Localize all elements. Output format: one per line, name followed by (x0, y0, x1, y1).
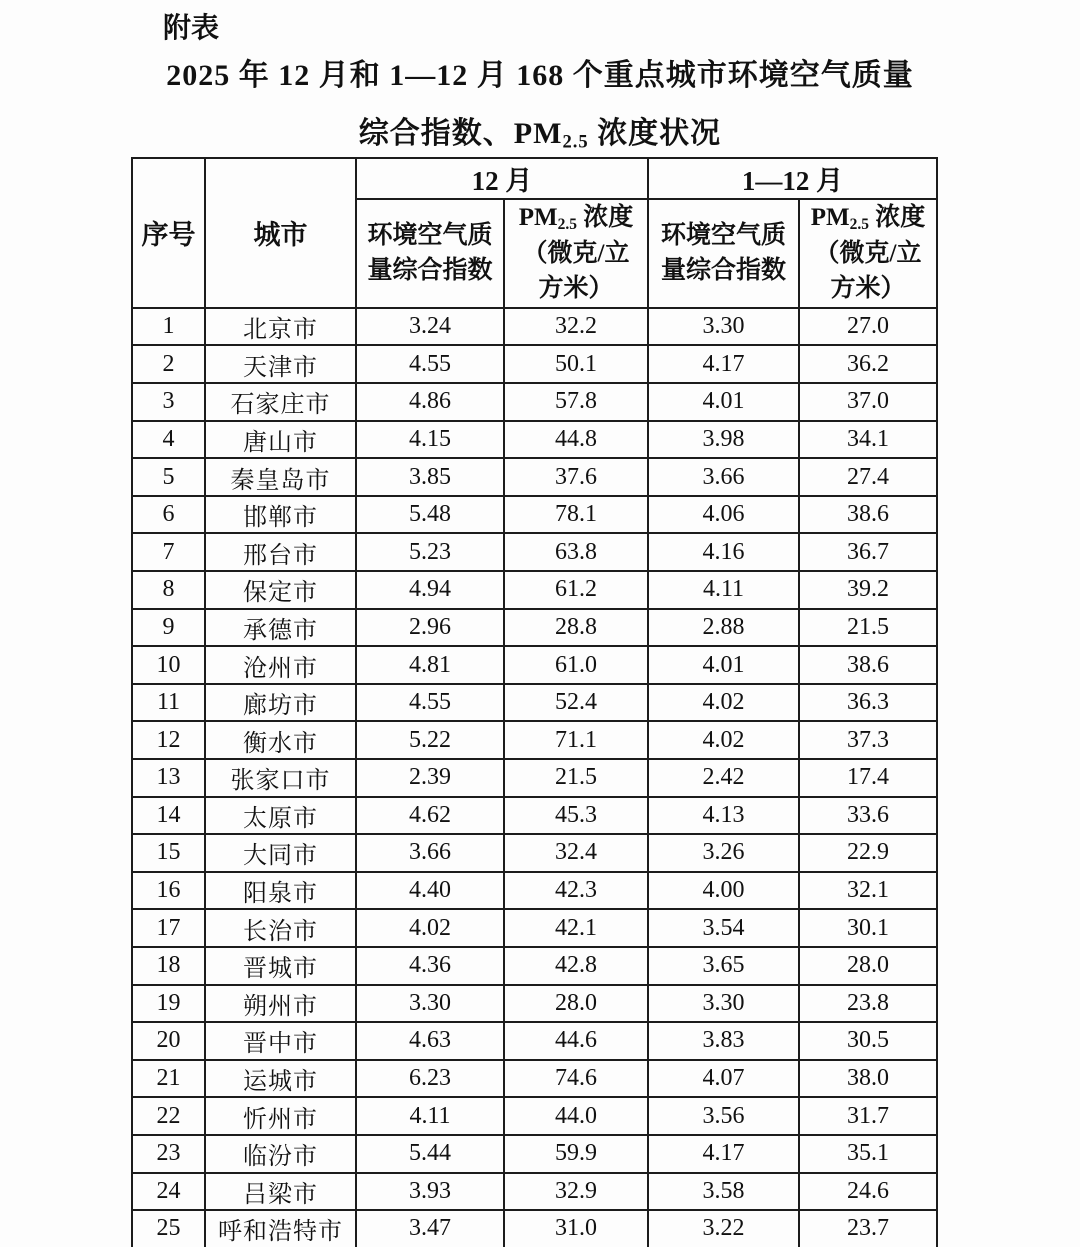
pm-suffix: 浓度 (868, 204, 926, 231)
cell-year-composite-index: 3.22 (648, 1210, 799, 1247)
cell-index: 9 (132, 609, 205, 647)
cell-dec-composite-index: 6.23 (356, 1060, 504, 1098)
cell-year-composite-index: 4.02 (648, 684, 799, 722)
cell-city: 石家庄市 (205, 383, 356, 421)
cell-year-pm25: 38.6 (799, 496, 937, 534)
cell-dec-pm25: 74.6 (504, 1060, 648, 1098)
cell-year-composite-index: 4.02 (648, 721, 799, 759)
table-row (132, 909, 937, 947)
cell-dec-pm25: 42.1 (504, 909, 648, 947)
header-index-line1: 环境空气质 (660, 221, 786, 249)
header-year-composite-index (648, 199, 799, 308)
table-row (132, 1022, 937, 1060)
cell-index: 24 (132, 1173, 205, 1211)
cell-year-pm25: 38.0 (799, 1060, 937, 1098)
cell-year-composite-index: 3.30 (648, 985, 799, 1023)
table-row (132, 1097, 937, 1135)
cell-city: 邯郸市 (205, 496, 356, 534)
pm25-subscript: 2.5 (849, 215, 869, 233)
cell-dec-composite-index: 4.86 (356, 383, 504, 421)
cell-dec-pm25: 61.0 (504, 646, 648, 684)
cell-year-composite-index: 3.58 (648, 1173, 799, 1211)
cell-city: 晋中市 (205, 1022, 356, 1060)
cell-year-pm25: 23.7 (799, 1210, 937, 1247)
table-row (132, 721, 937, 759)
cell-city: 北京市 (205, 308, 356, 346)
cell-city: 运城市 (205, 1060, 356, 1098)
cell-city: 廊坊市 (205, 684, 356, 722)
table-row (132, 609, 937, 647)
cell-city: 晋城市 (205, 947, 356, 985)
cell-dec-composite-index: 5.48 (356, 496, 504, 534)
cell-year-pm25: 36.2 (799, 345, 937, 383)
cell-dec-composite-index: 4.63 (356, 1022, 504, 1060)
cell-year-composite-index: 3.26 (648, 834, 799, 872)
table-row (132, 458, 937, 496)
cell-year-composite-index: 4.07 (648, 1060, 799, 1098)
cell-city: 张家口市 (205, 759, 356, 797)
cell-year-composite-index: 4.17 (648, 1135, 799, 1173)
cell-index: 13 (132, 759, 205, 797)
cell-year-composite-index: 4.06 (648, 496, 799, 534)
header-index-line2: 量综合指数 (660, 257, 786, 285)
cell-year-composite-index: 4.01 (648, 646, 799, 684)
header-index-line1: 环境空气质 (367, 221, 493, 249)
cell-dec-pm25: 52.4 (504, 684, 648, 722)
cell-city: 秦皇岛市 (205, 458, 356, 496)
cell-index: 19 (132, 985, 205, 1023)
cell-dec-pm25: 42.8 (504, 947, 648, 985)
table-row (132, 1210, 937, 1247)
header-index-line2: 量综合指数 (367, 257, 493, 285)
cell-year-composite-index: 4.13 (648, 797, 799, 835)
cell-year-composite-index: 4.11 (648, 571, 799, 609)
cell-index: 1 (132, 308, 205, 346)
table-row (132, 345, 937, 383)
cell-index: 22 (132, 1097, 205, 1135)
cell-year-pm25: 27.0 (799, 308, 937, 346)
cell-dec-composite-index: 3.93 (356, 1173, 504, 1211)
cell-dec-composite-index: 2.39 (356, 759, 504, 797)
pm-suffix: 浓度 (576, 204, 634, 231)
air-quality-table (131, 157, 938, 1247)
cell-dec-pm25: 44.0 (504, 1097, 648, 1135)
cell-dec-pm25: 28.8 (504, 609, 648, 647)
cell-year-pm25: 21.5 (799, 609, 937, 647)
header-pm25-line3: 方米） (830, 275, 906, 303)
cell-index: 7 (132, 533, 205, 571)
table-row (132, 421, 937, 459)
cell-year-pm25: 22.9 (799, 834, 937, 872)
cell-dec-pm25: 21.5 (504, 759, 648, 797)
cell-city: 邢台市 (205, 533, 356, 571)
cell-dec-composite-index: 4.15 (356, 421, 504, 459)
cell-year-composite-index: 3.66 (648, 458, 799, 496)
table-row (132, 1060, 937, 1098)
cell-dec-composite-index: 4.62 (356, 797, 504, 835)
cell-year-composite-index: 3.56 (648, 1097, 799, 1135)
cell-dec-composite-index: 4.81 (356, 646, 504, 684)
cell-city: 天津市 (205, 345, 356, 383)
cell-dec-pm25: 32.4 (504, 834, 648, 872)
header-city: 城市 (205, 158, 356, 308)
cell-index: 3 (132, 383, 205, 421)
cell-index: 14 (132, 797, 205, 835)
table-row (132, 571, 937, 609)
header-group-december: 12 月 (356, 158, 648, 199)
cell-year-pm25: 36.7 (799, 533, 937, 571)
table-row (132, 533, 937, 571)
cell-dec-composite-index: 4.55 (356, 684, 504, 722)
title-line2-suffix: 浓度状况 (588, 117, 722, 150)
cell-index: 4 (132, 421, 205, 459)
table-row (132, 759, 937, 797)
cell-year-pm25: 36.3 (799, 684, 937, 722)
cell-index: 8 (132, 571, 205, 609)
cell-year-pm25: 33.6 (799, 797, 937, 835)
cell-year-pm25: 37.0 (799, 383, 937, 421)
cell-dec-composite-index: 4.11 (356, 1097, 504, 1135)
cell-index: 15 (132, 834, 205, 872)
table-row (132, 872, 937, 910)
cell-year-composite-index: 3.54 (648, 909, 799, 947)
cell-index: 17 (132, 909, 205, 947)
pm-prefix: PM (518, 204, 558, 231)
cell-index: 16 (132, 872, 205, 910)
header-group-jan-dec: 1—12 月 (648, 158, 937, 199)
cell-year-composite-index: 3.65 (648, 947, 799, 985)
cell-year-composite-index: 3.83 (648, 1022, 799, 1060)
cell-year-composite-index: 4.01 (648, 383, 799, 421)
cell-year-pm25: 24.6 (799, 1173, 937, 1211)
cell-dec-composite-index: 3.30 (356, 985, 504, 1023)
cell-dec-pm25: 50.1 (504, 345, 648, 383)
title-pm25-subscript: 2.5 (562, 131, 589, 153)
cell-index: 11 (132, 684, 205, 722)
table-row (132, 947, 937, 985)
table-row (132, 1135, 937, 1173)
cell-year-pm25: 32.1 (799, 872, 937, 910)
cell-city: 承德市 (205, 609, 356, 647)
cell-index: 10 (132, 646, 205, 684)
cell-index: 21 (132, 1060, 205, 1098)
cell-index: 2 (132, 345, 205, 383)
cell-dec-pm25: 32.9 (504, 1173, 648, 1211)
cell-dec-pm25: 28.0 (504, 985, 648, 1023)
cell-year-composite-index: 2.88 (648, 609, 799, 647)
table-row (132, 383, 937, 421)
table-row (132, 1173, 937, 1211)
cell-dec-pm25: 59.9 (504, 1135, 648, 1173)
cell-index: 23 (132, 1135, 205, 1173)
cell-dec-composite-index: 4.94 (356, 571, 504, 609)
cell-city: 朔州市 (205, 985, 356, 1023)
cell-dec-pm25: 57.8 (504, 383, 648, 421)
cell-city: 长治市 (205, 909, 356, 947)
cell-city: 唐山市 (205, 421, 356, 459)
document-title-line1: 2025 年 12 月和 1—12 月 168 个重点城市环境空气质量 (166, 59, 914, 92)
cell-year-pm25: 23.8 (799, 985, 937, 1023)
cell-dec-pm25: 37.6 (504, 458, 648, 496)
cell-dec-composite-index: 5.23 (356, 533, 504, 571)
table-row (132, 646, 937, 684)
header-pm25-line1 (519, 204, 634, 231)
cell-dec-pm25: 32.2 (504, 308, 648, 346)
pm25-subscript: 2.5 (557, 215, 577, 233)
cell-year-pm25: 34.1 (799, 421, 937, 459)
title-line2-prefix: 综合指数、PM (358, 117, 563, 150)
cell-dec-pm25: 45.3 (504, 797, 648, 835)
table-row (132, 684, 937, 722)
cell-dec-pm25: 61.2 (504, 571, 648, 609)
cell-dec-pm25: 44.6 (504, 1022, 648, 1060)
cell-year-pm25: 39.2 (799, 571, 937, 609)
cell-index: 6 (132, 496, 205, 534)
cell-year-composite-index: 4.17 (648, 345, 799, 383)
cell-year-pm25: 31.7 (799, 1097, 937, 1135)
cell-dec-pm25: 78.1 (504, 496, 648, 534)
cell-city: 沧州市 (205, 646, 356, 684)
cell-city: 阳泉市 (205, 872, 356, 910)
cell-dec-composite-index: 2.96 (356, 609, 504, 647)
cell-year-pm25: 37.3 (799, 721, 937, 759)
cell-dec-composite-index: 3.85 (356, 458, 504, 496)
cell-city: 呼和浩特市 (205, 1210, 356, 1247)
cell-index: 18 (132, 947, 205, 985)
header-index: 序号 (132, 158, 205, 308)
cell-city: 太原市 (205, 797, 356, 835)
cell-dec-pm25: 42.3 (504, 872, 648, 910)
cell-year-composite-index: 3.30 (648, 308, 799, 346)
header-pm25-line1 (811, 204, 926, 231)
cell-city: 衡水市 (205, 721, 356, 759)
cell-year-pm25: 28.0 (799, 947, 937, 985)
cell-index: 12 (132, 721, 205, 759)
cell-dec-composite-index: 4.40 (356, 872, 504, 910)
cell-year-pm25: 30.1 (799, 909, 937, 947)
cell-dec-composite-index: 4.36 (356, 947, 504, 985)
cell-dec-composite-index: 4.02 (356, 909, 504, 947)
cell-dec-composite-index: 3.66 (356, 834, 504, 872)
cell-year-pm25: 38.6 (799, 646, 937, 684)
table-row (132, 496, 937, 534)
header-pm25-line3: 方米） (538, 275, 614, 303)
pm-prefix: PM (810, 204, 850, 231)
cell-year-pm25: 17.4 (799, 759, 937, 797)
cell-dec-pm25: 31.0 (504, 1210, 648, 1247)
cell-year-composite-index: 3.98 (648, 421, 799, 459)
cell-index: 25 (132, 1210, 205, 1247)
cell-city: 忻州市 (205, 1097, 356, 1135)
cell-city: 大同市 (205, 834, 356, 872)
cell-year-pm25: 27.4 (799, 458, 937, 496)
table-row (132, 308, 937, 346)
cell-dec-composite-index: 5.22 (356, 721, 504, 759)
cell-year-pm25: 30.5 (799, 1022, 937, 1060)
header-dec-composite-index (356, 199, 504, 308)
cell-dec-pm25: 71.1 (504, 721, 648, 759)
cell-year-composite-index: 2.42 (648, 759, 799, 797)
cell-dec-composite-index: 3.47 (356, 1210, 504, 1247)
cell-city: 保定市 (205, 571, 356, 609)
table-row (132, 985, 937, 1023)
cell-index: 5 (132, 458, 205, 496)
table-body (132, 308, 937, 1247)
cell-dec-composite-index: 5.44 (356, 1135, 504, 1173)
cell-dec-pm25: 63.8 (504, 533, 648, 571)
cell-dec-pm25: 44.8 (504, 421, 648, 459)
cell-year-composite-index: 4.16 (648, 533, 799, 571)
document-title-line2 (0, 108, 1080, 154)
cell-year-pm25: 35.1 (799, 1135, 937, 1173)
table-row (132, 834, 937, 872)
header-pm25-line2: （微克/立 (814, 239, 922, 267)
cell-city: 吕梁市 (205, 1173, 356, 1211)
cell-year-composite-index: 4.00 (648, 872, 799, 910)
cell-dec-composite-index: 3.24 (356, 308, 504, 346)
header-year-pm25 (799, 199, 937, 308)
header-dec-pm25 (504, 199, 648, 308)
header-group-row (132, 158, 937, 199)
table-row (132, 797, 937, 835)
header-pm25-line2: （微克/立 (522, 239, 630, 267)
cell-city: 临汾市 (205, 1135, 356, 1173)
cell-dec-composite-index: 4.55 (356, 345, 504, 383)
cell-index: 20 (132, 1022, 205, 1060)
annex-label: 附表 (163, 13, 220, 44)
